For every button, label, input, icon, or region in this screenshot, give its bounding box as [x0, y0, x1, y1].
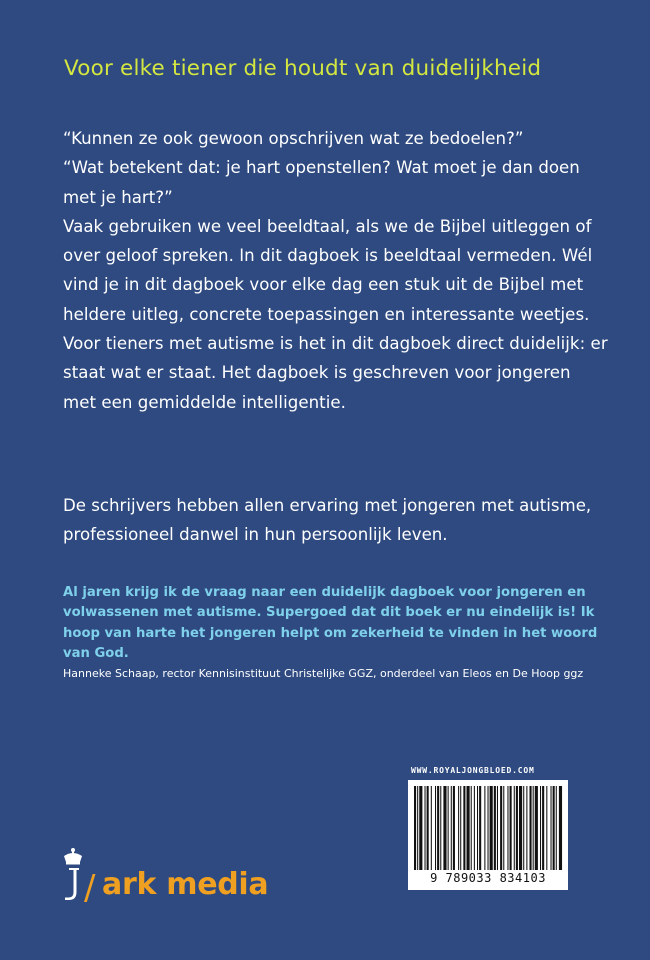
barcode-bar [542, 786, 544, 870]
barcode-bar [440, 786, 441, 870]
barcode [408, 780, 568, 890]
barcode-bar [460, 786, 461, 870]
crown-j-icon [60, 846, 86, 904]
barcode-bar [427, 786, 429, 870]
barcode-bar [458, 786, 459, 870]
barcode-bar [510, 786, 512, 870]
barcode-bar [435, 786, 436, 870]
barcode-bar [453, 786, 455, 870]
barcode-bar [503, 786, 504, 870]
barcode-bar [514, 786, 515, 870]
barcode-bars [412, 786, 564, 870]
endorsement-quote: Al jaren krijg ik de vraag naar een duidelijk dagboek voor jongeren en volwassenen met autisme. Supergoed dat dit boek er nu eindelijk is! Ik hoop van harte het jongeren helpt om zekerheid te vinden in het woord van God. [63, 585, 598, 662]
barcode-bar [556, 786, 557, 870]
barcode-bar [551, 786, 552, 870]
barcode-bar [479, 786, 481, 870]
barcode-bar [553, 786, 555, 870]
barcode-bar [451, 786, 452, 870]
body-line: “Kunnen ze ook gewoon opschrijven wat ze bedoelen?” [63, 129, 524, 148]
barcode-bar [535, 786, 538, 870]
barcode-bar [507, 786, 508, 870]
barcode-bar [516, 786, 518, 870]
barcode-bar [448, 786, 449, 870]
logo-text: ark media [102, 867, 269, 902]
publisher-logo [60, 846, 300, 906]
barcode-bar [494, 786, 496, 870]
endorsement-attribution: Hanneke Schaap, rector Kennisinstituut Christelijke GGZ, onderdeel van Eleos en De Hoop ggz [63, 667, 584, 680]
headline: Voor elke tiener die houdt van duidelijkheid [64, 56, 542, 81]
barcode-bar [490, 786, 493, 870]
barcode-bar [417, 786, 418, 870]
barcode-bar [467, 786, 470, 870]
barcode-bar [533, 786, 534, 870]
body-line: “Wat betekent dat: je hart openstellen? Wat moet je dan doen met je hart?” [63, 158, 580, 207]
barcode-bar [488, 786, 489, 870]
barcode-bar [414, 786, 416, 870]
barcode-bar [546, 786, 547, 870]
barcode-bar [425, 786, 426, 870]
barcode-digits: 9 789033 834103 [430, 871, 546, 885]
barcode-bar [523, 786, 524, 870]
logo-slash: / [84, 868, 96, 908]
barcode-bar [443, 786, 446, 870]
barcode-bar [484, 786, 485, 870]
barcode-bar [526, 786, 527, 870]
barcode-bar [463, 786, 465, 870]
barcode-bar [500, 786, 502, 870]
barcode-bar [431, 786, 432, 870]
barcode-bar [477, 786, 478, 870]
barcode-bar [419, 786, 422, 870]
body-text [63, 124, 608, 417]
body-line: Vaak gebruiken we veel beeldtaal, als we de Bijbel uitleggen of over geloof spreken. In dit dagboek is beeldtaal vermeden. Wél vind je in dit dagboek voor elke dag een stuk uit de Bijbel met heldere uitleg, concrete toepassingen en interessante weetjes. Voor tieners met autisme is het in dit dagboek direct duidelijk: er staat wat er staat. Het dagboek is geschreven voor jongeren met een gemiddelde intelligentie. [63, 216, 608, 412]
barcode-bar [519, 786, 522, 870]
barcode-bar [437, 786, 439, 870]
body-paragraph-authors: De schrijvers hebben allen ervaring met jongeren met autisme, professioneel danwel in hun persoonlijk leven. [63, 496, 592, 545]
barcode-bar [530, 786, 532, 870]
barcode-bar [559, 786, 562, 870]
publisher-url: WWW.ROYALJONGBLOED.COM [411, 766, 535, 775]
barcode-bar [497, 786, 498, 870]
barcode-bar [474, 786, 475, 870]
barcode-bar [540, 786, 541, 870]
barcode-bar [471, 786, 472, 870]
